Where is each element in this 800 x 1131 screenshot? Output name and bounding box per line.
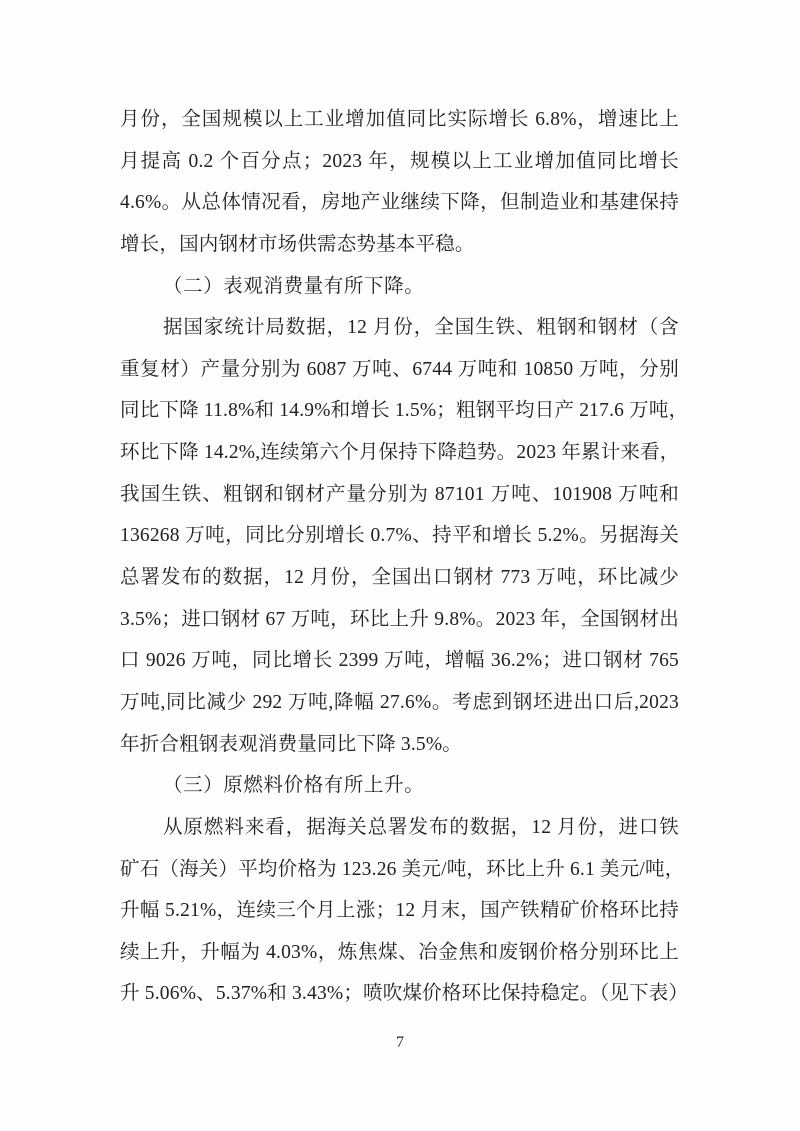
text-line: 3.5%；进口钢材 67 万吨，环比上升 9.8%。2023 年，全国钢材出 bbox=[120, 608, 679, 630]
text-line: 矿石（海关）平均价格为 123.26 美元/吨，环比上升 6.1 美元/吨， bbox=[120, 858, 685, 880]
text-line: 重复材）产量分别为 6087 万吨、6744 万吨和 10850 万吨，分别 bbox=[120, 358, 679, 380]
text-line: 月提高 0.2 个百分点；2023 年，规模以上工业增加值同比增长 bbox=[120, 150, 679, 172]
text-line: 136268 万吨，同比分别增长 0.7%、持平和增长 5.2%。另据海关 bbox=[120, 525, 679, 547]
section-heading-text: （二）表观消费量有所下降。 bbox=[163, 275, 425, 297]
text-line: 万吨,同比减少 292 万吨,降幅 27.6%。考虑到钢坯进出口后,2023 bbox=[120, 691, 679, 713]
text-line: 总署发布的数据，12 月份，全国出口钢材 773 万吨，环比减少 bbox=[120, 567, 679, 589]
text-line: 年折合粗钢表观消费量同比下降 3.5%。 bbox=[120, 733, 462, 755]
section-heading-3 bbox=[120, 765, 679, 807]
text-line: 口 9026 万吨，同比增长 2399 万吨，增幅 36.2%；进口钢材 765 bbox=[120, 650, 679, 672]
page-body-text bbox=[120, 99, 689, 1015]
paragraph-apparent-consumption bbox=[120, 307, 689, 765]
text-line: 增长，国内钢材市场供需态势基本平稳。 bbox=[120, 233, 475, 255]
text-line: 同比下降 11.8%和 14.9%和增长 1.5%；粗钢平均日产 217.6 万吨， bbox=[120, 400, 689, 422]
text-line: 4.6%。从总体情况看，房地产业继续下降，但制造业和基建保持 bbox=[120, 192, 679, 214]
text-line: 从原燃料来看，据海关总署发布的数据，12 月份，进口铁 bbox=[163, 816, 679, 838]
text-line: 我国生铁、粗钢和钢材产量分别为 87101 万吨、101908 万吨和 bbox=[120, 483, 679, 505]
section-heading-text: （三）原燃料价格有所上升。 bbox=[163, 775, 425, 797]
text-line: 月份，全国规模以上工业增加值同比实际增长 6.8%，增速比上 bbox=[120, 109, 679, 130]
page-number: 7 bbox=[396, 1034, 404, 1051]
paragraph-continuation bbox=[120, 99, 679, 266]
text-line: 环比下降 14.2%,连续第六个月保持下降趋势。2023 年累计来看， bbox=[120, 442, 680, 464]
text-line: 升幅 5.21%，连续三个月上涨；12 月末，国产铁精矿价格环比持 bbox=[120, 900, 679, 922]
text-line: 升 5.06%、5.37%和 3.43%；喷吹煤价格环比保持稳定。（见下表） bbox=[120, 983, 689, 1005]
section-heading-2 bbox=[120, 266, 679, 308]
text-line: 续上升，升幅为 4.03%，炼焦煤、冶金焦和废钢价格分别环比上 bbox=[120, 941, 679, 963]
paragraph-raw-material-prices bbox=[120, 807, 689, 1015]
text-line: 据国家统计局数据，12 月份，全国生铁、粗钢和钢材（含 bbox=[163, 317, 679, 339]
